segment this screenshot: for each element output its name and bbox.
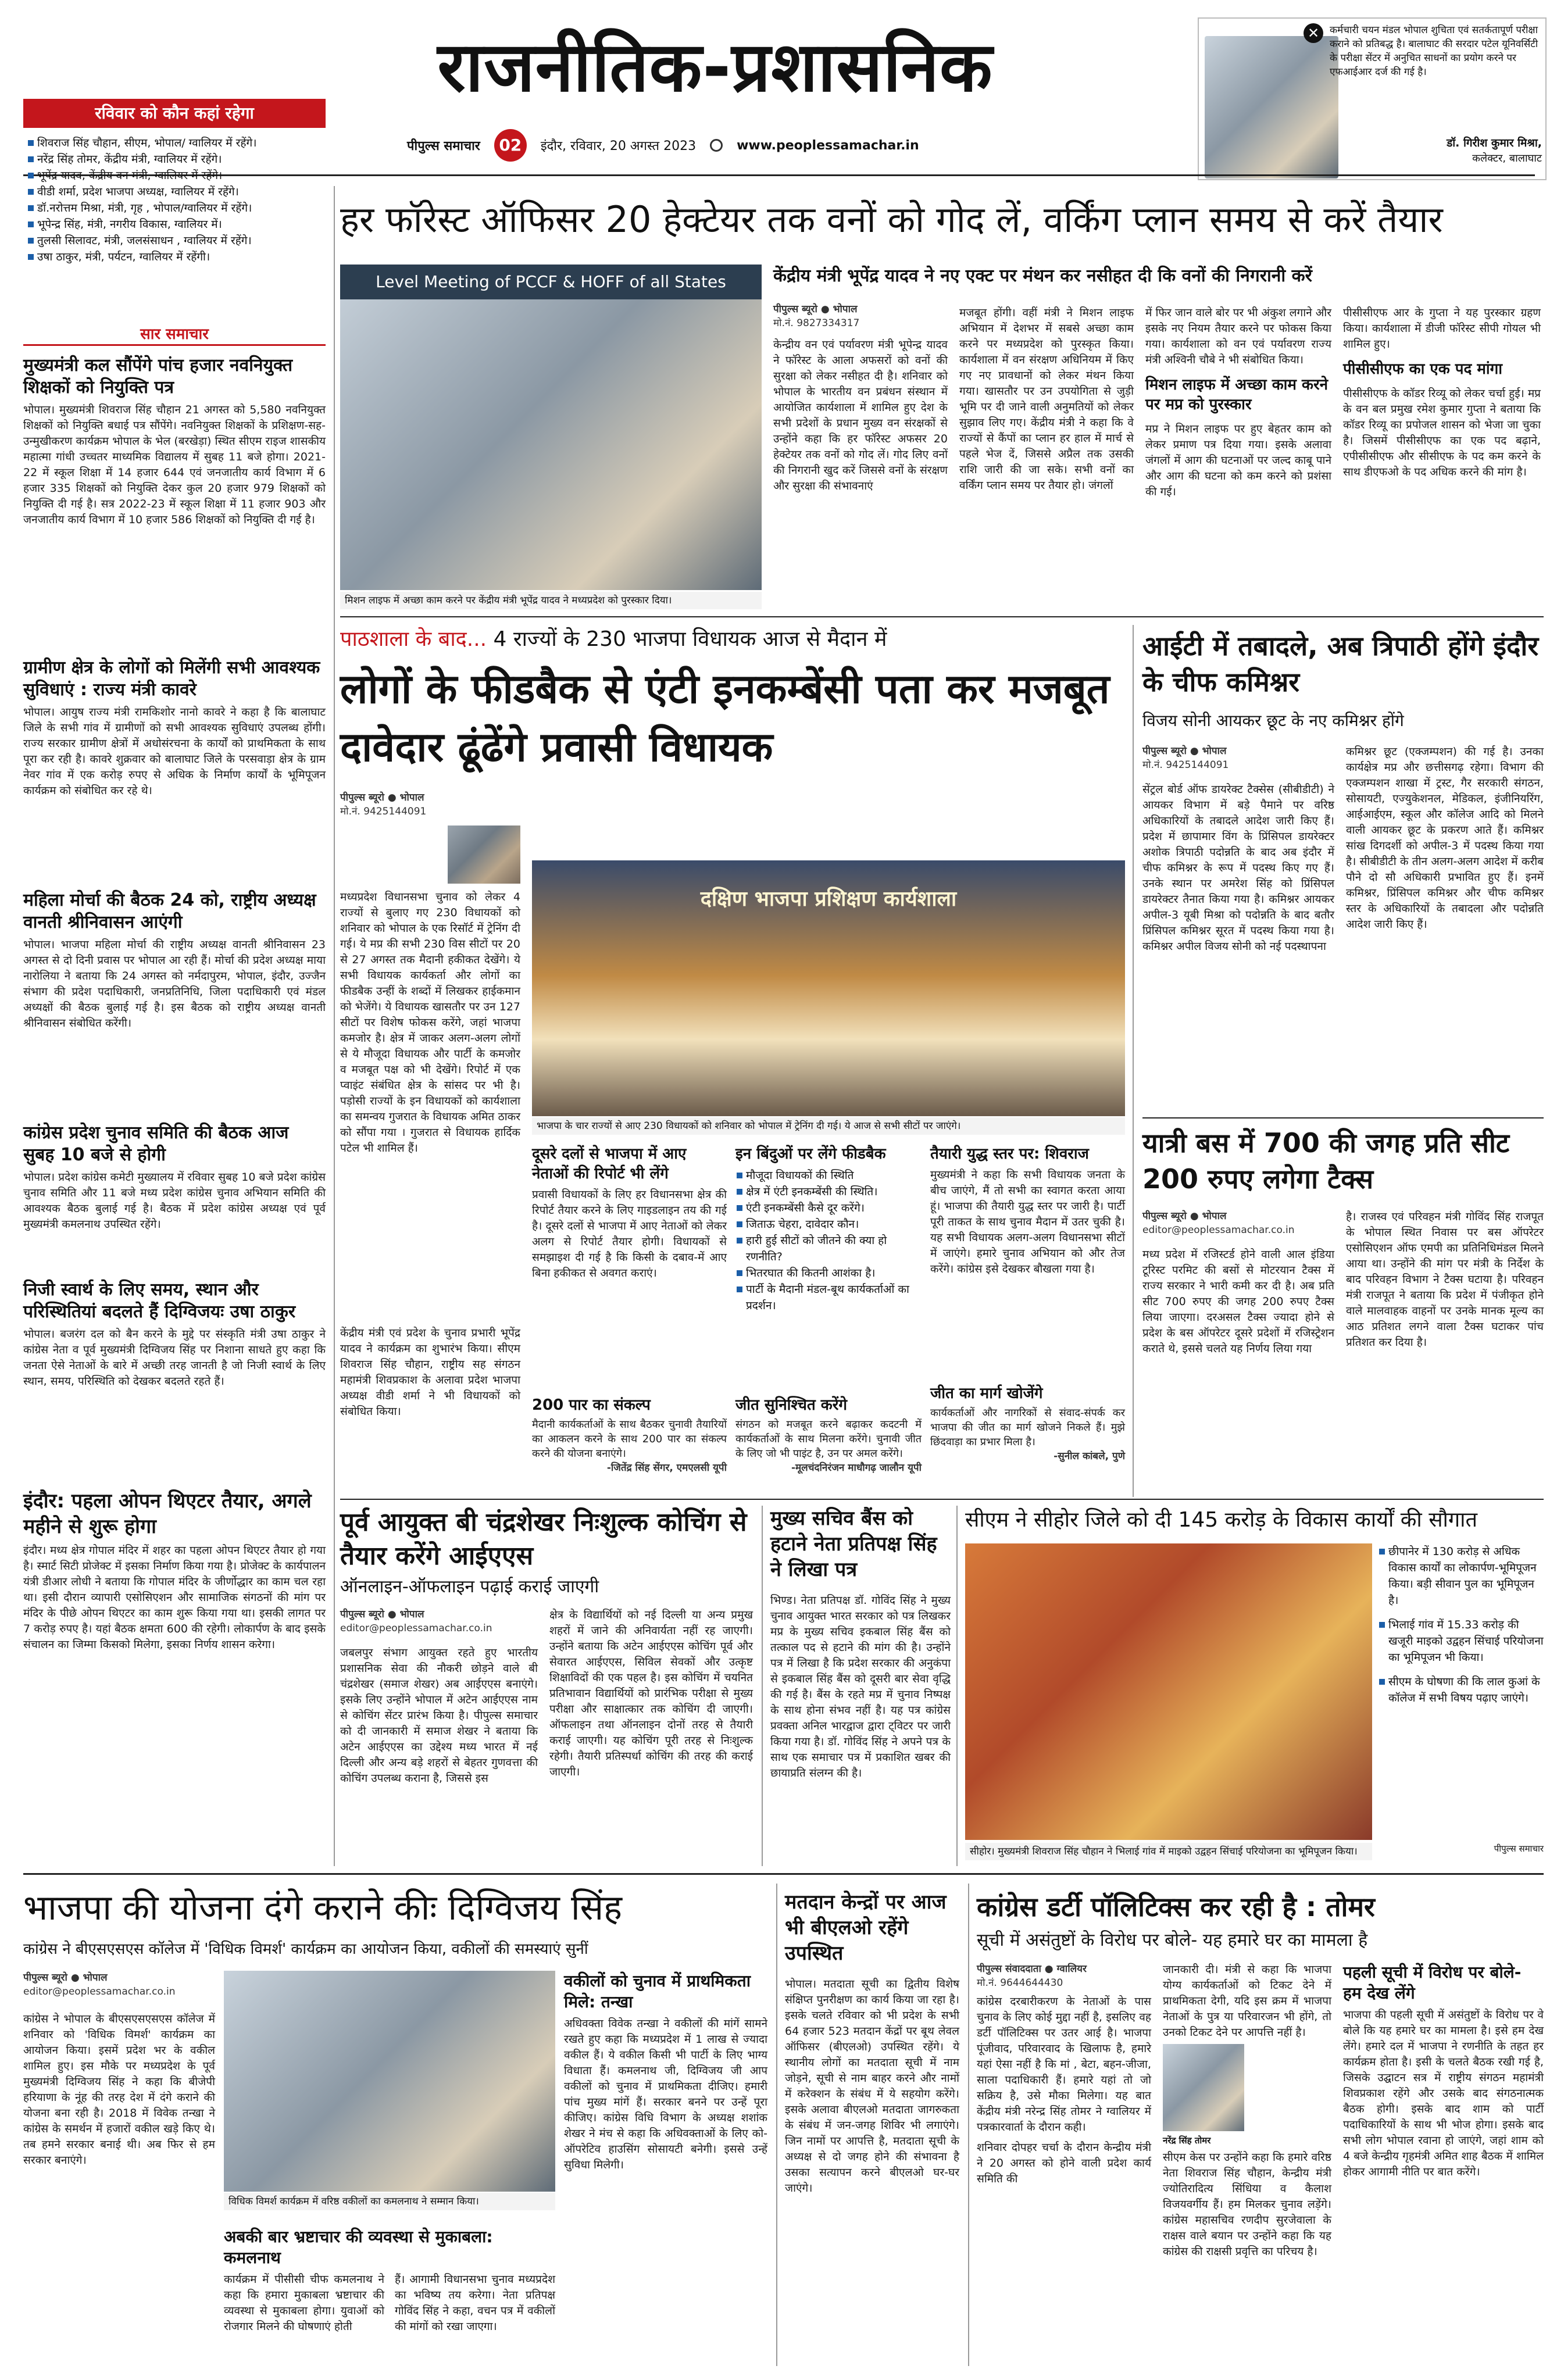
quote-text: कर्मचारी चयन मंडल भोपाल शुचिता एवं सतर्कतापूर्ण परीक्षा कराने को प्रतिबद्ध है। बालाघाट की सरदार पटेल यूनिवर्सिटी के परीक्षा सेंटर में अनुचित साधनों का प्रयोग करने पर एफआईआर दर्ज की गई है। <box>1330 24 1538 78</box>
box-body: मुख्यमंत्री ने कहा कि सभी विधायक जनता के बीच जाएंगे, मैं तो सभी का स्वागत करता आया हूं। भाजपा की तैयारी युद्ध स्तर पर जारी है। पार्टी पूरी ताकत के साथ चुनाव मैदान में उतर चुकी है। यह सभी विधायक अलग-अलग विधानसभा सीटों में जाएंगे। हमारे चुनाव अभियान को और तेज करेंगे। कांग्रेस इसे देखकर बौखला गया है। <box>930 1168 1125 1275</box>
forest-col1: केन्द्रीय वन एवं पर्यावरण मंत्री भूपेन्द्र यादव ने फॉरेस्ट के आला अफसरों को वनों की सुरक्षा को लेकर नसीहत दी है। शनिवार को भोपाल के भारतीय वन प्रबंधन संस्थान में आयोजित कार्यशाला में शामिल हुए देश के सभी प्रदेशों के प्रधान मुख्य वन संरक्षकों से उन्होंने कहा कि हर फॉरेस्ट अफसर 20 हेक्टेयर तक वनों को गोद लें। गोद लिए वनों की निगरानी खुद करें जिससे वनों के संरक्षण और सुरक्षा की संभावनाएं <box>773 338 948 492</box>
tomar-col2-text: जानकारी दी। मंत्री से कहा कि भाजपा योग्य कार्यकर्ताओं को टिकट देने में प्राथमिकता देगी, यदि इस क्रम में भाजपा नेताओं के पुत्र या परिवारजन भी होंगे, तो उनको टिकट देने पर आपत्ति नहीं है। <box>1163 1963 1331 2039</box>
section-title: राजनीतिक-प्रशासनिक <box>437 27 993 107</box>
phone: मो.नं. 9827334317 <box>773 317 860 329</box>
sehore-point: सीएम के घोषणा की कि लाल कुआं के कॉलेज में सभी विषय पढ़ाए जाएंगे। <box>1378 1674 1544 1706</box>
brief-body: भोपाल। बजरंग दल को बैन करने के मुद्दे पर संस्कृति मंत्री उषा ठाकुर ने कांग्रेस नेता व पूर्व मुख्यमंत्री दिग्विजय सिंह पर निशाना साधते हुए कहा कि जनता ऐसे नेताओं के बारे में अच्छी तरह जानती है जो निजी स्वार्थ के लिए स्थान, समय, परिस्थिति को देखकर बदलते रहते हैं। <box>23 1328 326 1388</box>
quote-body: कार्यकर्ताओं और नागरिकों से संवाद-संपर्क कर भाजपा की जीत का मार्ग खोजने निकले हैं। मुझे छिंदवाड़ा का प्रभार मिला है। <box>930 1407 1125 1448</box>
pravasi-col2: केंद्रीय मंत्री एवं प्रदेश के चुनाव प्रभारी भूपेंद्र यादव ने कार्यक्रम का शुभारंभ किया। सीएम शिवराज सिंह चौहान, राष्ट्रीय सह संगठन महामंत्री शिवप्रकाश के अलावा प्रदेश भाजपा अध्यक्ष वीडी शर्मा ने भी विधायकों को संबोधित किया। <box>340 1327 520 1418</box>
it-byline-box <box>1142 744 1334 772</box>
kicker-label: पाठशाला के बाद... <box>340 627 487 651</box>
quote-box <box>1198 17 1547 180</box>
brief-headline: महिला मोर्चा की बैठक 24 को, राष्ट्रीय अध्यक्ष वानती श्रीनिवासन आएंगी <box>23 890 316 932</box>
sehore-headline: सीएम ने सीहोर जिले को दी 145 करोड़ के विकास कार्यों की सौगात <box>965 1508 1477 1532</box>
quote-title: जीत सुनिश्चित करेंगे <box>735 1396 848 1414</box>
forest-col2: मजबूत होंगी। वहीं मंत्री ने मिशन लाइफ अभियान में देशभर में सबसे अच्छा काम करने पर मध्यप्रदेश को पुरस्कृत किया। कार्यशाला में वन संरक्षण अधिनियम में किए गए नए प्रावधानों को लेकर मंथन किया गया। खासतौर पर उन उपयोगिता से जुड़ी भूमि पर दी जाने वाली अनुमतियों को लेकर सुझाव लिए गए। केंद्रीय मंत्री ने कहा कि वे राज्यों से कैंपों का प्लान हर हाल में मार्च से पहले भेज दें, जिससे अप्रैल तक उसकी राशि जारी की जा सके। सभी वनों का वर्किंग प्लान समय पर तैयार हो। जंगलों <box>959 306 1134 492</box>
where-title: रविवार को कौन कहां रहेगा <box>23 99 326 128</box>
quote-icon: ✕ <box>1304 23 1323 43</box>
digvijay-headline: भाजपा की योजना दंगे कराने कीः दिग्विजय सिंह <box>23 1888 622 1928</box>
forest-subhead: केंद्रीय मंत्री भूपेंद्र यादव ने नए एक्ट पर मंथन कर नसीहत दी कि वनों की निगरानी करें <box>773 266 1312 286</box>
byline: पीपुल्स ब्यूरो ● भोपाल <box>1142 745 1227 757</box>
quote-title: जीत का मार्ग खोजेंगे <box>930 1385 1043 1402</box>
collector-photo <box>1205 36 1338 178</box>
box-title: इन बिंदुओं पर लेंगे फीडबैक <box>735 1145 886 1163</box>
tomar-col1-text-b: शनिवार दोपहर चर्चा के दौरान केन्द्रीय मंत्री ने 20 अगस्त को होने वाली प्रदेश कार्य समिति की <box>977 2141 1151 2185</box>
where-item: शिवराज सिंह चौहान, सीएम, भोपाल/ ग्वालियर में रहेंगे। <box>27 135 323 151</box>
byline: पीपुल्स ब्यूरो ● भोपाल <box>340 1609 424 1620</box>
pravasi-box1 <box>532 1144 727 1281</box>
page-number: 02 <box>494 129 527 162</box>
bus-col1: मध्य प्रदेश में रजिस्टर्ड होने वाली आल इंडिया टूरिस्ट परमिट की बसों से मोटरयान टैक्स में राज्य सरकार ने भारी कमी कर दी है। अब प्रति सीट 700 रुपए की जगह 200 रुपए टैक्स लिया जाएगा। दरअसल टैक्स ज्यादा होने से प्रदेश के बस ऑपरेटर दूसरे प्रदेशों में रजिस्ट्रेशन कराते थे, इससे चलते यह निर्णय लिया गया <box>1142 1248 1334 1355</box>
bains-headline: मुख्य सचिव बैंस को हटाने नेता प्रतिपक्ष सिंह ने लिखा पत्र <box>770 1507 937 1581</box>
tomar-photo-label: नरेंद्र सिंह तोमर <box>1163 2135 1211 2146</box>
pravasi-col1: मध्यप्रदेश विधानसभा चुनाव को लेकर 4 राज्यों से बुलाए गए 230 विधायकों को शनिवार को भोपाल के एक रिसॉर्ट में ट्रेनिंग दी गई। ये मप्र की सभी 230 विस सीटों पर 20 से 27 अगस्त तक मैदानी हकीकत देखेंगे। ये सभी विधायक कार्यकर्ता और लोगों का फीडबैक उन्हीं के शब्दों में लिखकर हाईकमान को भेजेंगे। ये विधायक खासतौर पर उन 127 सीटों पर विशेष फोकस करेंगे, जहां भाजपा कमजोर है। क्षेत्र में जाकर अलग-अलग लोगों से ये मौजूदा विधायक और पार्टी के कमजोर व मजबूत पक्ष को भी देखेंगे। रिपोर्ट में एक प्वाइंट संबंधित क्षेत्र के सांसद पर भी है। पड़ोसी राज्यों के इन विधायकों को कार्यशाला का समन्वय गुजरात के विधायक अमित ठाकर को सौंपा गया । गुजरात से विधायक हार्दिक पटेल भी शामिल हैं। <box>340 891 520 1155</box>
phone: मो.नं. 9644644430 <box>977 1977 1063 1989</box>
feedback-item: हारी हुई सीटों को जीतने की क्या हो रणनीति? <box>735 1232 922 1265</box>
feedback-list <box>735 1167 922 1314</box>
quote-body: मैदानी कार्यकर्ताओं के साथ बैठकर चुनावी तैयारियों का आकलन करने के साथ 200 पार का संकल्प करने की योजना बनाएंगे। <box>532 1418 727 1460</box>
quote-title: 200 पार का संकल्प <box>532 1396 651 1414</box>
paper-name: पीपुल्स समाचार <box>407 139 480 153</box>
email: editor@peoplessamachar.co.in <box>23 1986 176 1997</box>
forest-col3-text-b: मप्र ने मिशन लाइफ पर हुए बेहतर काम को लेकर प्रमाण पत्र दिया गया। इसके अलावा जंगलों में आग की घटनाओं पर जल्द काबू पाने और आग की घटना को कम करने को प्रशंसा की गई। <box>1145 423 1331 498</box>
tomar-col2-text-b: सीएम केस पर उन्होंने कहा कि हमारे वरिष्ठ नेता शिवराज सिंह चौहान, केन्द्रीय मंत्री ज्योतिरादित्य सिंधिया व कैलाश विजयवर्गीय हैं। हम मिलकर चुनाव लड़ेंगे। कांग्रेस महासचिव रणदीप सुरजेवाला के राक्षस वाले बयान पर उन्होंने कहा कि यह कांग्रेस की राक्षसी प्रवृत्ति का परिचय है। <box>1163 2151 1331 2258</box>
globe-icon <box>710 139 723 152</box>
tomar-byline-box <box>977 1962 1151 1990</box>
sehore-credit: पीपुल्स समाचार <box>1494 1843 1544 1854</box>
bus-byline-box <box>1142 1209 1334 1237</box>
where-item: तुलसी सिलावट, मंत्री, जलसंसाधन , ग्वालियर में रहेंगे। <box>27 233 323 249</box>
brief-headline: मुख्यमंत्री कल सौंपेंगे पांच हजार नवनियुक्त शिक्षकों को नियुक्ति पत्र <box>23 355 293 398</box>
where-list <box>27 135 323 265</box>
feedback-item: एंटी इनकम्बेंसी कैसे दूर करेंगे। <box>735 1200 922 1216</box>
brief-headline: निजी स्वार्थ के लिए समय, स्थान और परिस्थितियां बदलते हैं दिग्विजयः उषा ठाकुर <box>23 1280 296 1322</box>
column-rule <box>776 1884 777 2366</box>
section-rule <box>1142 1117 1544 1118</box>
coaching-byline-box <box>340 1607 538 1635</box>
it-col1: सेंट्रल बोर्ड ऑफ डायरेक्ट टैक्सेस (सीबीडीटी) ने आयकर विभाग में बड़े पैमाने पर वरिष्ठ अधिकारियों के तबादले आदेश जारी किए हैं। प्रदेश में छापामार विंग के प्रिंसिपल डायरेक्टर अशोक त्रिपाठी पदोन्नति के बाद अब इंदौर में चीफ कमिश्नर के रूप में पदस्थ किए गए हैं। उनके स्थान पर अमरेश सिंह को प्रिंसिपल डायरेक्टर तैनात किया गया है। कमिश्नर आयकर अपील-3 यूबी मिश्रा को पदोन्नति के बाद बतौर प्रिंसिपल कमिश्नर सूरत में पदस्थ किया गया है। कमिश्नर अपील विजय सोनी को नई पदस्थापना <box>1142 783 1334 953</box>
box-title: तैयारी युद्ध स्तर पर: शिवराज <box>930 1145 1089 1163</box>
box-body: प्रवासी विधायकों के लिए हर विधानसभा क्षेत्र की रिपोर्ट तैयार करने के लिए गाइडलाइन तय की गई है। दूसरे दलों से भाजपा में आए नेताओं को लेकर अलग से रिपोर्ट तैयार होगी। विधायकों से समझाइश दी गई है कि किसी के दबाव-में आए बिना हकीकत से अवगत कराएं। <box>532 1188 727 1280</box>
blo-body: भोपाल। मतदाता सूची का द्वितीय विशेष संक्षिप्त पुनरीक्षण का कार्य किया जा रहा है। इसके चलते रविवार को भी प्रदेश के सभी 64 हजार 523 मतदान केंद्रों पर बूथ लेवल ऑफिसर (बीएलओ) उपस्थित रहेंगे। ये स्थानीय लोगों का मतदाता सूची में नाम जोड़ने, सूची से नाम बाहर करने और नामों में करेक्शन के संबंध में ये सहयोग करेंगे। इसके अलावा बीएलओ मतदाता जागरुकता के संबंध में जन-जगह शिविर भी लगाएंगे। जिन नामों पर आपत्ति है, मतदाता सूची के अध्यक्ष से दो जगह होने की संभावना है उसका सत्यापन करने बीएलओ घर-घर जाएंगे। <box>785 1978 959 2195</box>
bains-body: भिण्ड। नेता प्रतिपक्ष डॉ. गोविंद सिंह ने मुख्य चुनाव आयुक्त भारत सरकार को पत्र लिखकर मप्र के मुख्य सचिव इकबाल सिंह बैंस को तत्काल पद से हटाने की मांग की है। उन्होंने पत्र में लिखा है कि प्रदेश सरकार की अनुकंपा से इकबाल सिंह बैंस को दूसरी बार सेवा वृद्धि की गई है। बैंस के रहते मप्र में चुनाव निष्पक्ष के साथ होना संभव नहीं है। यह पत्र कांग्रेस प्रवक्ता अनिल भारद्वाज द्वारा ट्विटर पर जारी किया गया है। डॉ. गोविंद सिंह ने अपने पत्र के साथ एक समाचार पत्र में प्रकाशित खबर की छायाप्रति संलग्न की है। <box>770 1594 951 1779</box>
sehore-point: छीपानेर में 130 करोड़ से अधिक विकास कार्यों का लोकार्पण-भूमिपूजन किया। बड़ी सीवान पुल का भूमिपूजन है। <box>1378 1543 1544 1609</box>
pravasi-photo <box>532 860 1125 1116</box>
byline: पीपुल्स ब्यूरो ● भोपाल <box>1142 1210 1227 1222</box>
sehore-point: भिलाई गांव में 15.33 करोड़ की खजूरी माइको उद्वहन सिंचाई परियोजना का भूमिपूजन भी किया। <box>1378 1617 1544 1666</box>
brief-headline: कांग्रेस प्रदेश चुनाव समिति की बैठक आज सुबह 10 बजे से होगी <box>23 1123 289 1165</box>
kamalnath-col2: हैं। आगामी विधानसभा चुनाव मध्यप्रदेश का भविष्य तय करेगा। नेता प्रतिपक्ष गोविंद सिंह ने कहा, वचन पत्र में वकीलों की मांगों को रखा जाएगा। <box>395 2273 555 2333</box>
where-item: नरेंद्र सिंह तोमर, केंद्रीय मंत्री, ग्वालियर में रहेंगे। <box>27 151 323 167</box>
quote-name: डॉ. गिरीश कुमार मिश्रा, <box>1447 137 1542 149</box>
pravasi-kicker <box>340 625 1125 654</box>
digvijay-subhead: कांग्रेस ने बीएसएसएस कॉलेज में 'विधिक विमर्श' कार्यक्रम का आयोजन किया, वकीलों की समस्याएं सुनीं <box>23 1941 588 1958</box>
forest-banner: Level Meeting of PCCF & HOFF of all States <box>340 265 762 299</box>
kamalnath-col1: कार्यक्रम में पीसीसी चीफ कमलनाथ ने कहा कि हमारा मुकाबला भ्रष्टाचार की व्यवस्था से मुकाबला होगा। युवाओं को रोजगार मिलने की घोषणाएं होती <box>224 2273 384 2333</box>
quote-body: संगठन को मजबूत करने बढ़ाकर कदटनी में कार्यकर्ताओं के साथ मिलना करेंगे। चुनावी जीत के लिए जो भी पाइंट है, उन पर अमल करेंगे। <box>735 1418 922 1460</box>
digvijay-photo <box>224 1971 555 2192</box>
pravasi-thumb <box>448 826 520 884</box>
where-item: डॉ.नरोत्तम मिश्रा, मंत्री, गृह , भोपाल/ग्वालियर में रहेंगे। <box>27 200 323 216</box>
digvijay-body: कांग्रेस ने भोपाल के बीएसएसएसएस कॉलेज में शनिवार को 'विधिक विमर्श' कार्यक्रम का आयोजन किया। इसमें प्रदेश भर के वकील शामिल हुए। इस मौके पर मध्यप्रदेश के पूर्व मुख्यमंत्री दिग्विजय सिंह ने कहा कि बीजेपी हरियाणा के नूंह की तरह देश में दंगे कराने की योजना बना रही है। 2018 में विवेक तन्खा ने कांग्रेस के समर्थन में हजारों वकील खड़े किए थे। तब हमने सरकार बनाई थी। अब फिर से हम सरकार बनाएंगे। <box>23 2013 215 2167</box>
coaching-col1: जबलपुर संभाग आयुक्त रहते हुए भारतीय प्रशासनिक सेवा की नौकरी छोड़ने वाले बी चंद्रशेखर (समाज शेखर) अब आईएएस बनाएंगे। इसके लिए उन्होंने भोपाल में अटेन आईएएस नाम से कोचिंग सेंटर प्रारंभ किया है। पीपुल्स समाचार को दी जानकारी में समाज शेखर ने बताया कि अटेन आईएएस का उद्देश्य मध्य भारत में नई दिल्ली और अन्य बड़े शहरों से बेहतर गुणवत्ता की कोचिंग उपलब्ध कराना है, जिससे इस <box>340 1646 538 1785</box>
section-rule <box>23 1873 1544 1875</box>
feedback-item: क्षेत्र में एंटी इनकम्बेंसी की स्थिति। <box>735 1184 922 1200</box>
quote-by: -सुनील कांबले, पुणे <box>1054 1450 1125 1462</box>
masthead-left-blank <box>23 13 279 49</box>
pravasi-quote1 <box>532 1395 727 1475</box>
kamalnath-box <box>224 2227 555 2335</box>
tomar-col1-text: कांग्रेस दरबारीकरण के नेताओं के पास चुनाव के लिए कोई मुद्दा नहीं है, इसलिए वह डर्टी पॉलिटिक्स पर उतर आई है। भाजपा पूंजीवाद, परिवारवाद के खिलाफ है, हमारे यहां ऐसा नहीं है कि मां , बेटा, बहन-जीजा, साला पदाधिकारी हैं। हमारे यहां तो जो सक्रिय है, उसे मौका मिलेगा। यह बात केंद्रीय मंत्री नरेन्द्र सिंह तोमर ने ग्वालियर में पत्रकारवार्ता के दौरान कही। <box>977 1995 1151 2134</box>
quote-by: -जितेंद्र सिंह सेंगर, एमएलसी यूपी <box>606 1462 727 1474</box>
saar-header <box>23 323 326 346</box>
brief-5 <box>23 1279 326 1389</box>
it-col2: कमिश्नर छूट (एक्जम्पशन) की गई है। उनका कार्यक्षेत्र मप्र और छत्तीसगढ़ रहेगा। विभाग की एक्जम्पशन शाखा में ट्रस्ट, गैर सरकारी संगठन, सोसायटी, एज्युकेशनल, मेडिकल, इंजीनियरिंग, आईआईएम, स्कूल और कॉलेज आदि को मिलने वाली आयकर छूट के प्रकरण आते हैं। कमिश्नर सांख दिगदर्शी को अपील-3 में पदस्थ किया गया है। सीबीडीटी के तीन अलग-अलग आदेश में करीब पौने दो सौ अधिकारी प्रभावित हुए हैं। इनमें कमिश्नर, प्रिंसिपल कमिश्नर और चीफ कमिश्नर स्तर के अधिकारियों के तबादला और पदोन्नति आदेश जारी किए हैं। <box>1346 745 1544 931</box>
coaching-headline: पूर्व आयुक्त बी चंद्रशेखर निःशुल्क कोचिंग से तैयार करेंगे आईएएस <box>340 1507 747 1571</box>
brief-4 <box>23 1122 326 1232</box>
sehore-points <box>1378 1543 1544 1706</box>
bus-col2: है। राजस्व एवं परिवहन मंत्री गोविंद सिंह राजपूत के भोपाल स्थित निवास पर बस ऑपरेटर एसोसिएशन ऑफ एमपी का प्रतिनिधिमंडल मिलने आया था। उन्होंने की मांग पर मंत्री के निर्देश के बाद परिवहन विभाग ने टैक्स घटाया है। परिवहन मंत्री राजपूत ने बताया कि प्रदेश में पंजीकृत होने वाले मालवाहक वाहनों पर उनके मानक मूल्य का आठ प्रतिशत लगने वाला टैक्स घटाकर पांच प्रतिशत कर दिया है। <box>1346 1210 1544 1349</box>
email: editor@peoplessamachar.co.in <box>340 1623 492 1634</box>
pravasi-caption: भाजपा के चार राज्यों से आए 230 विधायकों को शनिवार को भोपाल में ट्रेनिंग दी गई। ये आज से सभी सीटों पर जाएंगे। <box>532 1117 1125 1135</box>
sehore-photo <box>965 1543 1372 1840</box>
bus-headline: यात्री बस में 700 की जगह प्रति सीट 200 रुपए लगेगा टैक्स <box>1142 1127 1510 1195</box>
forest-byline-box <box>773 302 948 330</box>
blo-headline: मतदान केन्द्रों पर आज भी बीएलओ रहेंगे उपस्थित <box>785 1891 947 1965</box>
coaching-subhead: ऑनलाइन-ऑफलाइन पढ़ाई कराई जाएगी <box>340 1577 599 1597</box>
digvijay-caption: विधिक विमर्श कार्यक्रम में वरिष्ठ वकीलों का कमलनाथ ने सम्मान किया। <box>224 2193 555 2210</box>
brief-body: इंदौर। मध्य क्षेत्र गोपाल मंदिर में शहर का पहला ओपन थिएटर तैयार हो गया है। स्मार्ट सिटी प्रोजेक्ट में इसका निर्माण किया गया है। प्रोजेक्ट के कार्यपालन यंत्री डीआर लोधी ने बताया कि गोपाल मंदिर के जीर्णोद्धार का काम चल रहा था। इसी दौरान व्यापारी एसोसिएशन और सामाजिक संगठनों की मांग पर मंदिर के पीछे ओपन थिएटर का काम शुरू किया गया था। इसकी लागत पर 7 करोड़ रुपए है। यहां बैठक क्षमता 600 की रहेगी। लोकार्पण के बाद इसके संचालन का जिम्मा किसको मिलेगा, इसका निर्णय शासन करेगा। <box>23 1544 326 1651</box>
column-rule <box>762 1506 763 1866</box>
where-item: वीडी शर्मा, प्रदेश भाजपा अध्यक्ष, ग्वालियर में रहेंगे। <box>27 184 323 200</box>
box-title: अबकी बार भ्रष्टाचार की व्यवस्था से मुकाबला: कमलनाथ <box>224 2227 493 2267</box>
tomar-col1 <box>977 1994 1151 2187</box>
side-body: भाजपा की पहली सूची में असंतुष्टों के विरोध पर वे बोले कि यह हमारे घर का मामला है। इसे हम देख लेंगे। हमारे दल में भाजपा ने रणनीति के तहत हर कार्यक्रम होता है। इसी के चलते बैठक रखी गई है, जिसके उद्घाटन सत्र में राष्ट्रीय संगठन महामंत्री शिवप्रकाश रहेंगे और उसके बाद संगठनात्मक बैठक होगी। इसके बाद शाम को पार्टी पदाधिकारियों के साथ भी भोज होगा। इसके बाद सभी लोग भोपाल रवाना हो जाएंगे, जहां शाम को 4 बजे केन्द्रीय गृहमंत्री अमित शाह बैठक में शामिल होकर आगामी नीति पर बात करेंगे। <box>1343 2009 1544 2178</box>
it-headline: आईटी में तबादले, अब त्रिपाठी होंगे इंदौर के चीफ कमिश्नर <box>1142 630 1539 698</box>
byline: पीपुल्स संवाददाता ● ग्वालियर <box>977 1963 1087 1975</box>
tomar-col2 <box>1163 1962 1331 2260</box>
feedback-item: जिताऊ चेहरा, दावेदार कौन। <box>735 1216 922 1232</box>
forest-col3 <box>1145 305 1331 500</box>
tankha-box <box>564 1971 767 2173</box>
brief-3 <box>23 889 326 1031</box>
forest-col4 <box>1343 305 1541 480</box>
tomar-headline: कांग्रेस डर्टी पॉलिटिक्स कर रही है : तोमर <box>977 1891 1375 1922</box>
feedback-item: पार्टी के मैदानी मंडल-बूथ कार्यकर्ताओं का प्रदर्शन। <box>735 1281 922 1314</box>
pravasi-headline: लोगों के फीडबैक से एंटी इनकम्बेंसी पता कर मजबूत दावेदार ढूंढेंगे प्रवासी विधायक <box>340 665 1110 771</box>
pravasi-byline-box <box>340 791 520 819</box>
column-rule <box>956 1506 958 1866</box>
tomar-side <box>1343 1962 1544 2180</box>
brief-2 <box>23 657 326 799</box>
feedback-item: मौजूदा विधायकों की स्थिति <box>735 1167 922 1184</box>
brief-body: भोपाल। भाजपा महिला मोर्चा की राष्ट्रीय अध्यक्ष वानती श्रीनिवासन 23 अगस्त से दो दिनी प्रवास पर भोपाल आ रही हैं। मोर्चा की प्रदेश अध्यक्ष माया नारोलिया ने बताया कि 24 अगस्त को नर्मदापुरम, भोपाल, इंदौर, उज्जैन संभाग की प्रदेश पदाधिकारी, जनप्रतिनिधि, जिला पदाधिकारी एवं मंडल अध्यक्षों की बैठक बुलाई गई है। इस बैठक को राष्ट्रीय अध्यक्ष वानती श्रीनिवासन संबोधित करेंगी। <box>23 938 326 1030</box>
brief-6 <box>23 1488 326 1653</box>
column-rule <box>968 1884 969 2366</box>
saar-title: सार समाचार <box>140 326 209 343</box>
pravasi-quote2 <box>735 1395 922 1475</box>
box-title: वकीलों को चुनाव में प्राथमिकता मिले: तन्खा <box>564 1971 751 2011</box>
brief-body: भोपाल। आयुष राज्य मंत्री रामकिशोर नानो कावरे ने कहा है कि बालाघाट जिले के सभी गांव में ग्रामीणों को सभी आवश्यक सुविधाएं उपलब्ध होंगी। राज्य सरकार ग्रामीण क्षेत्रों में अधोसंरचना के कार्यों को प्राथमिकता के साथ पूरा कर रही है। कावरे शुक्रवार को बालाघाट जिले के परसवाड़ा क्षेत्र के ग्राम नेवर गांव में एक करोड़ रुपए से अधिक के निर्माण कार्यों के भूमिपूजन कार्यक्रम को संबोधित कर रहे थे। <box>23 706 326 797</box>
stage-banner: दक्षिण भाजपा प्रशिक्षण कार्यशाला <box>700 887 957 911</box>
where-item: उषा ठाकुर, मंत्री, पर्यटन, ग्वालियर में रहेंगी। <box>27 249 323 265</box>
section-rule <box>340 616 1544 617</box>
feedback-item: भितरघात की कितनी आशंका है। <box>735 1265 922 1281</box>
brief-headline: ग्रामीण क्षेत्र के लोगों को मिलेंगी सभी आवश्यक सुविधाएं : राज्य मंत्री कावरे <box>23 657 320 700</box>
coaching-col2: क्षेत्र के विद्यार्थियों को नई दिल्ली या अन्य प्रमुख शहरों में जाने की अनिवार्यता नहीं रह जाएगी। उन्होंने बताया कि अटेन आईएएस कोचिंग पूर्व और सेवारत आईएएस, सिविल सेवकों और उत्कृष्ट शिक्षाविदों की एक पहल है। इस कोचिंग में चयनित प्रतिभावान विद्यार्थियों को प्रारंभिक परीक्षा से मुख्य परीक्षा और साक्षात्कार तक कोचिंग दी जाएगी। ऑफलाइन तथा ऑनलाइन दोनों तरह से तैयारी कराई जाएगी। यह कोचिंग पूरी तरह से निःशुल्क रहेगी। तैयारी प्रतिस्पर्धा कोचिंग की तरह की कराई जाएगी। <box>549 1609 753 1778</box>
sehore-caption: सीहोर। मुख्यमंत्री शिवराज सिंह चौहान ने भिलाई गांव में माइको उद्वहन सिंचाई परियोजना का भूमिपूजन किया। <box>965 1843 1372 1860</box>
quote-by: -मूलचंदनिरंजन माधौगढ़ जालौन यूपी <box>791 1462 922 1474</box>
byline: पीपुल्स ब्यूरो ● भोपाल <box>773 303 858 315</box>
it-subhead: विजय सोनी आयकर छूट के नए कमिश्नर होंगे <box>1142 711 1404 730</box>
phone: मो.नं. 9425144091 <box>340 806 427 817</box>
column-rule <box>334 186 335 1866</box>
kicker-text: 4 राज्यों के 230 भाजपा विधायक आज से मैदान में <box>487 627 887 651</box>
box-title: दूसरे दलों से भाजपा में आए नेताओं की रिपोर्ट भी लेंगे <box>532 1145 687 1182</box>
forest-caption: मिशन लाइफ में अच्छा काम करने पर केंद्रीय मंत्री भूपेंद्र यादव ने मध्यप्रदेश को पुरस्कार दिया। <box>340 592 762 609</box>
website[interactable]: www.peoplessamachar.in <box>737 138 919 153</box>
forest-col3-subhead: मिशन लाइफ में अच्छा काम करने पर मप्र को पुरस्कार <box>1145 376 1329 413</box>
dateline-bar <box>407 128 1047 163</box>
forest-col4-text: पीसीसीएफ आर के गुप्ता ने यह पुरस्कार ग्रहण किया। कार्यशाला में डीजी फॉरेस्ट सीपी गोयल भी शामिल हुए। <box>1343 306 1541 351</box>
brief-1 <box>23 355 326 528</box>
where-item: भूपेन्द्र सिंह, मंत्री, नगरीय विकास, ग्वालियर में। <box>27 216 323 233</box>
byline: पीपुल्स ब्यूरो ● भोपाल <box>340 792 424 803</box>
brief-body: भोपाल। प्रदेश कांग्रेस कमेटी मुख्यालय में रविवार सुबह 10 बजे प्रदेश कांग्रेस चुनाव समिति और 11 बजे मध्य प्रदेश कांग्रेस चुनाव अभियान समिति की आवश्यक बैठक बुलाई गई है। बैठक में प्रदेश कांग्रेस अध्यक्ष एवं पूर्व मुख्यमंत्री कमलनाथ उपस्थित रहेंगे। <box>23 1171 326 1231</box>
email: editor@peoplessamachar.co.in <box>1142 1224 1295 1236</box>
forest-col4-text-b: पीसीसीएफ के कॉडर रिव्यू को लेकर चर्चा हुई। मप्र के वन बल प्रमुख रमेश कुमार गुप्ता ने बताया कि कॉडर रिव्यू का प्रपोजल शासन को भेजा जा चुका है। जिसमें पीसीसीएफ का एक पद बढ़ाने, एपीसीसीएफ और सीसीएफ के पद कम करने के साथ डीएफओ के पद अधिक करने की मांग है। <box>1343 387 1541 478</box>
digvijay-byline-box <box>23 1971 215 1999</box>
where-item: भूपेंद्र यादव, केंद्रीय वन मंत्री, ग्वालियर में रहेंगे। <box>27 167 323 184</box>
side-title: पहली सूची में विरोध पर बोले- हम देख लेंगे <box>1343 1963 1522 2003</box>
column-rule <box>1133 625 1134 1497</box>
forest-photo <box>340 265 762 590</box>
phone: मो.नं. 9425144091 <box>1142 759 1229 771</box>
section-rule <box>340 1499 1544 1500</box>
pravasi-quote3 <box>930 1384 1125 1463</box>
tomar-subhead: सूची में असंतुष्टों के विरोध पर बोले- यह हमारे घर का मामला है <box>977 1930 1368 1950</box>
brief-body: भोपाल। मुख्यमंत्री शिवराज सिंह चौहान 21 अगस्त को 5,580 नवनियुक्त शिक्षकों को नियुक्ति बधाई पत्र सौंपेंगे। नवनियुक्त शिक्षकों के प्रशिक्षण-सह-उन्मुखीकरण कार्यक्रम भोपाल के भेल (बरखेड़ा) स्थित सीएम राइज शासकीय महात्मा गांधी उच्चतर माध्यमिक विद्यालय में सुबह 11 बजे होगा। 2021-22 में स्कूल शिक्षा में 14 हजार 644 एवं जनजातीय कार्य विभाग में 6 हजार 335 शिक्षकों को नियुक्ति देकर कुल 20 हजार 979 शिक्षकों को नियुक्ति दी गई है। सत्र 2022-23 में स्कूल शिक्षा में 11 हजार 903 और जनजातीय कार्य विभाग में 10 हजार 586 शिक्षकों को नियुक्ति दी गई है। <box>23 403 326 526</box>
tomar-photo <box>1163 2044 1244 2131</box>
forest-headline: हर फॉरेस्ट ऑफिसर 20 हेक्टेयर तक वनों को गोद लें, वर्किंग प्लान समय से करें तैयार <box>340 198 1443 241</box>
forest-col3-text: में फिर जान वाले बोर पर भी अंकुश लगाने और इसके नए नियम तैयार करने पर फोकस किया गया। कार्यशाला को वन एवं पर्यावरण राज्य मंत्री अश्विनी चौबे ने भी संबोधित किया। <box>1145 306 1331 366</box>
kamalnath-cols <box>224 2272 555 2335</box>
pravasi-box3 <box>930 1144 1125 1277</box>
pravasi-box2 <box>735 1144 922 1314</box>
dateline: इंदौर, रविवार, 20 अगस्त 2023 <box>540 139 697 153</box>
box-body: अधिवक्ता विवेक तन्खा ने वकीलों की मांगें सामने रखते हुए कहा कि मध्यप्रदेश में 1 लाख से ज्यादा वकील हैं। ये वकील किसी भी पार्टी के लिए भाग्य विधाता हैं। कमलनाथ जी, दिग्विजय जी आप वकीलों को चुनाव में प्राथमिकता दीजिए। हमारी पांच मुख्य मांगें हैं। सरकार बनने पर उन्हें पूरा कीजिए। कांग्रेस विधि विभाग के अध्यक्ष शशांक शेखर ने मंच से कहा कि अधिवक्ताओं के लिए को-ऑपरेटिव हाउसिंग सोसायटी बनेगी। इससे उन्हें सुविधा मिलेगी। <box>564 2017 767 2171</box>
byline: पीपुल्स ब्यूरो ● भोपाल <box>23 1972 108 1984</box>
forest-col4-subhead: पीसीसीएफ का एक पद मांगा <box>1343 360 1503 378</box>
quote-designation: कलेक्टर, बालाघाट <box>1472 152 1542 165</box>
brief-headline: इंदौर: पहला ओपन थिएटर तैयार, अगले महीने से शुरू होगा <box>23 1489 312 1538</box>
